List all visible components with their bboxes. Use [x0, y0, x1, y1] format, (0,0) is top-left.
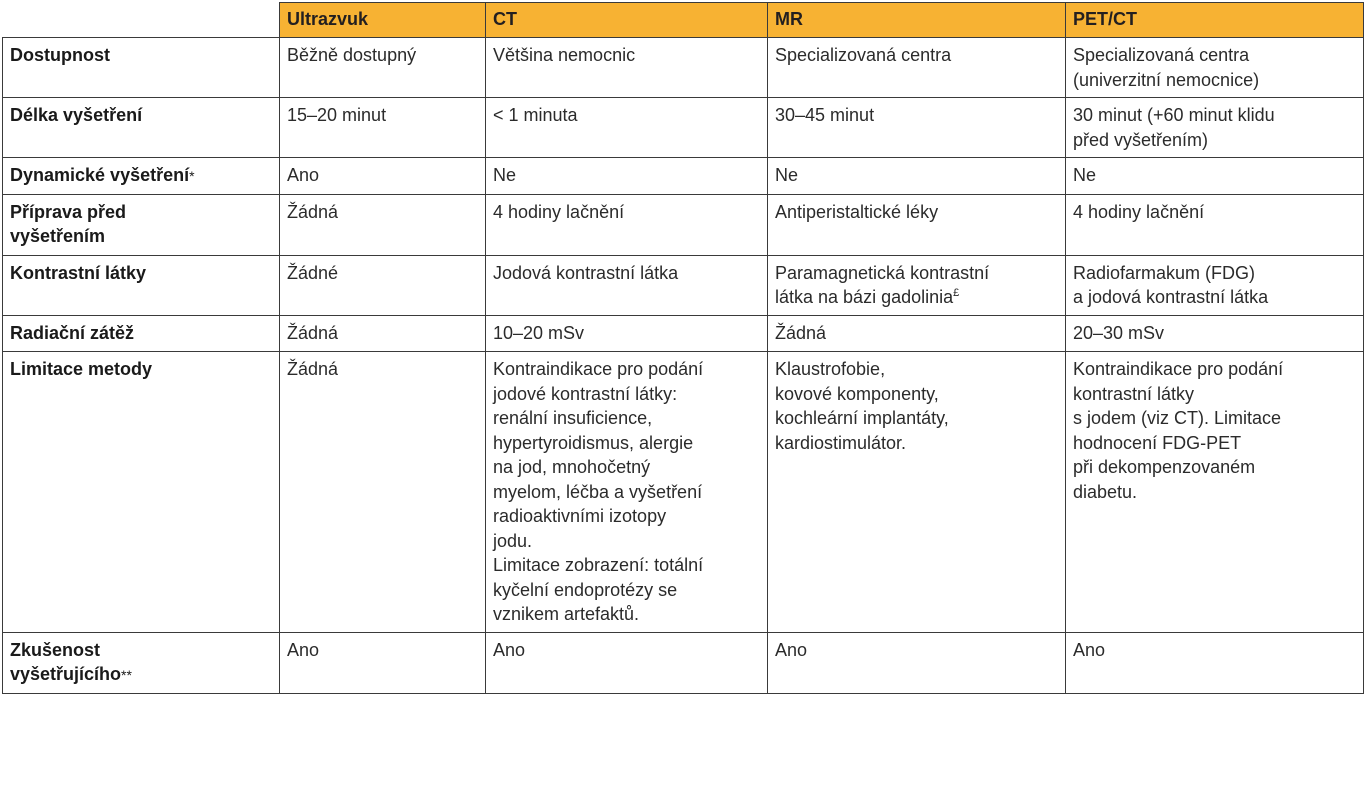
table-cell-ct: 4 hodiny lačnění — [486, 194, 768, 255]
table-cell-ultrazvuk: Ano — [280, 632, 486, 693]
table-cell-mr: Paramagnetická kontrastní látka na bázi gadolinia£ — [768, 255, 1066, 315]
table-body — [3, 38, 1364, 694]
table-cell-ct: Jodová kontrastní látka — [486, 255, 768, 315]
table-cell-pet-ct: Specializovaná centra (univerzitní nemocnice) — [1066, 38, 1364, 98]
table-cell-ultrazvuk: 15–20 minut — [280, 98, 486, 158]
table-cell-ct: < 1 minuta — [486, 98, 768, 158]
column-header-pet-ct: PET/CT — [1066, 3, 1364, 38]
table-cell-ct: Ne — [486, 158, 768, 195]
table-cell-ultrazvuk: Žádná — [280, 315, 486, 352]
table-row — [3, 98, 1364, 158]
table-cell-ct: Kontraindikace pro podání jodové kontrastní látky: renální insuficience, hypertyroidismus, alergie na jod, mnohočetný myelom, léčba a vyšetření radioaktivními izotopy jodu. Limitace zobrazení: totální kyčelní endoprotézy se vznikem artefaktů. — [486, 352, 768, 633]
table-cell-pet-ct: Kontraindikace pro podání kontrastní látky s jodem (viz CT). Limitace hodnocení FDG-PET při dekompenzovaném diabetu. — [1066, 352, 1364, 633]
table-cell-mr: Žádná — [768, 315, 1066, 352]
row-header-cell — [3, 255, 280, 315]
table-cell-mr: Ne — [768, 158, 1066, 195]
footnote-marker: ** — [121, 667, 132, 683]
table-row — [3, 158, 1364, 195]
row-header-cell — [3, 158, 280, 195]
table-cell-mr: 30–45 minut — [768, 98, 1066, 158]
table-cell-mr: Klaustrofobie, kovové komponenty, kochleární implantáty, kardiostimulátor. — [768, 352, 1066, 633]
table-cell-ct: Ano — [486, 632, 768, 693]
row-header-cell — [3, 194, 280, 255]
table-cell-pet-ct: Ne — [1066, 158, 1364, 195]
row-label: Radiační zátěž — [10, 322, 135, 343]
header-corner-cell — [3, 3, 280, 38]
row-header-cell — [3, 352, 280, 633]
footnote-marker: * — [189, 168, 195, 184]
table-cell-mr: Antiperistaltické léky — [768, 194, 1066, 255]
row-header-cell — [3, 315, 280, 352]
table-cell-pet-ct: Radiofarmakum (FDG) a jodová kontrastní látka — [1066, 255, 1364, 315]
row-label: Příprava před vyšetřením — [10, 201, 127, 246]
table-cell-mr: Ano — [768, 632, 1066, 693]
row-header-cell — [3, 38, 280, 98]
header-row — [3, 3, 1364, 38]
table-cell-pet-ct: 4 hodiny lačnění — [1066, 194, 1364, 255]
row-header-cell — [3, 632, 280, 693]
table-row — [3, 315, 1364, 352]
table-cell-pet-ct: 20–30 mSv — [1066, 315, 1364, 352]
footnote-marker: £ — [953, 287, 960, 299]
table-cell-ultrazvuk: Žádná — [280, 352, 486, 633]
table-cell-ct: Většina nemocnic — [486, 38, 768, 98]
row-label: Délka vyšetření — [10, 105, 143, 125]
row-label: Limitace metody — [10, 359, 153, 379]
comparison-table — [2, 2, 1364, 694]
table-cell-ultrazvuk: Žádná — [280, 194, 486, 255]
column-header-mr: MR — [768, 3, 1066, 38]
table-row — [3, 194, 1364, 255]
row-label: Kontrastní látky — [10, 262, 147, 283]
row-label: Dostupnost — [10, 45, 110, 65]
table-row — [3, 352, 1364, 633]
table-row — [3, 255, 1364, 315]
table-cell-pet-ct: Ano — [1066, 632, 1364, 693]
column-header-ct: CT — [486, 3, 768, 38]
table-cell-pet-ct: 30 minut (+60 minut klidu před vyšetřením) — [1066, 98, 1364, 158]
table-cell-ct: 10–20 mSv — [486, 315, 768, 352]
table-row — [3, 632, 1364, 693]
table-cell-mr: Specializovaná centra — [768, 38, 1066, 98]
row-header-cell — [3, 98, 280, 158]
row-label: Dynamické vyšetření — [10, 165, 190, 185]
table-cell-ultrazvuk: Ano — [280, 158, 486, 195]
table-row — [3, 38, 1364, 98]
row-label: Zkušenost vyšetřujícího — [10, 639, 122, 684]
table-cell-ultrazvuk: Běžně dostupný — [280, 38, 486, 98]
column-header-ultrazvuk: Ultrazvuk — [280, 3, 486, 38]
table-cell-ultrazvuk: Žádné — [280, 255, 486, 315]
